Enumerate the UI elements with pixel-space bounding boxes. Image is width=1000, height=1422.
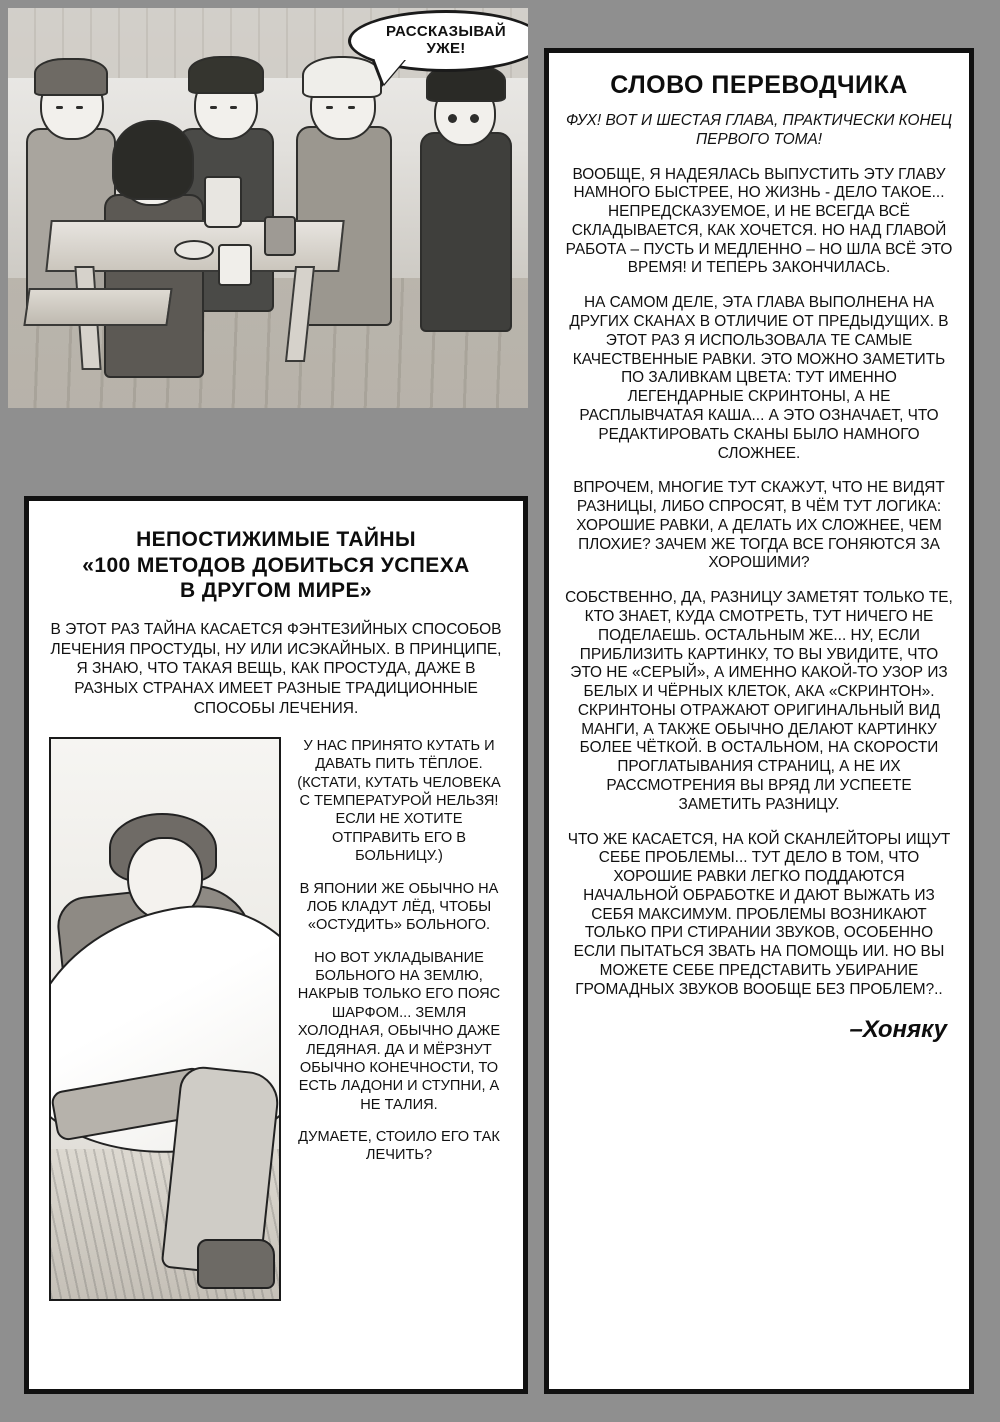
secrets-intro-text: В ЭТОТ РАЗ ТАЙНА КАСАЕТСЯ ФЭНТЕЗИЙНЫХ СПОСОБОВ ЛЕЧЕНИЯ ПРОСТУДЫ, НУ ИЛИ ИСЭКАЙНЫХ. В ПРИНЦИПЕ, Я ЗНАЮ, ЧТО ТАКАЯ ВЕЩЬ, КАК ПРОСТУДА, ДАЖЕ В РАЗНЫХ СТРАНАХ ИМЕЕТ РАЗНЫЕ ТРАДИЦИОННЫЕ СПОСОБЫ ЛЕЧЕНИЯ. [50,620,502,718]
illustration-boot [197,1239,275,1289]
eye-icon [348,106,355,109]
eye-icon [210,106,217,109]
speech-bubble-tail [374,58,406,84]
translator-note-paragraph-4: ВПРОЧЕМ, МНОГИЕ ТУТ СКАЖУТ, ЧТО НЕ ВИДЯТ РАЗНИЦЫ, ЛИБО СПРОСЯТ, В ЧЁМ ТУТ ЛОГИКА: ХОРОШИЕ РАВКИ, А ДЕЛАТЬ ИХ СЛОЖНЕЕ, ЧЕМ ПЛОХИЕ? ЗАЧЕМ ЖЕ ТОГДА ВСЕ ГОНЯЮТСЯ ЗА ХОРОШИМИ? [573,479,945,572]
character-hair-3 [112,120,194,200]
plate [174,240,214,260]
translator-note-title: СЛОВО ПЕРЕВОДЧИКА [610,71,908,99]
translator-note-paragraph-2: ВООБЩЕ, Я НАДЕЯЛАСЬ ВЫПУСТИТЬ ЭТУ ГЛАВУ НАМНОГО БЫСТРЕЕ, НО ЖИЗНЬ - ДЕЛО ТАКОЕ... НЕПРЕДСКАЗУЕМОЕ, И НЕ ВСЕГДА ВСЁ СКЛАДЫВАЕТСЯ, КАК ХОЧЕТСЯ. НО НАД ГЛАВОЙ РАБОТА – ПУСТЬ И МЕДЛЕННО – НО ШЛА ВСЁ ЭТО ВРЕМЯ! И ТЕПЕРЬ ЗАКОНЧИЛАСЬ. [565,165,953,277]
secrets-panel [24,496,528,1394]
character-body-5 [420,132,512,332]
secrets-title-line-3: В ДРУГОМ МИРЕ» [180,579,372,603]
pitcher [204,176,242,228]
translator-note-paragraph-5: СОБСТВЕННО, ДА, РАЗНИЦУ ЗАМЕТЯТ ТОЛЬКО ТЕ, КТО ЗНАЕТ, КУДА СМОТРЕТЬ, ТУТ НИЧЕГО НЕ ПОДЕЛАЕШЬ. ОСТАЛЬНЫМ ЖЕ... НУ, ЕСЛИ ПРИБЛИЗИТЬ КАРТИНКУ, ТО ВЫ УВИДИТЕ, ЧТО ЭТО НЕ «СЕРЫЙ», А ИМЕННО КАКОЙ-ТО УЗОР ИЗ БЕЛЫХ И ЧЁРНЫХ КЛЕТОК, АКА «СКРИНТОН». СКРИНТОНЫ ОТРАЖАЮТ ОРИГИНАЛЬНЫЙ ВИД МАНГИ, А ТАКЖЕ ОБЫЧНО ДЕЛАЮТ КАРТИНКУ БОЛЕЕ ЧЁТКОЙ. В ОСТАЛЬНОМ, НА СКОРОСТИ ПРОГЛАТЫВАНИЯ СТРАНИЦ, А НЕ ИХ РАССМОТРЕНИЯ ВЫ ВРЯД ЛИ УСПЕЕТЕ ЗАМЕТИТЬ РАЗНИЦУ. [565,589,953,813]
character-hair-2 [188,56,264,94]
translator-note-paragraph-6: ЧТО ЖЕ КАСАЕТСЯ, НА КОЙ СКАНЛЕЙТОРЫ ИЩУТ СЕБЕ ПРОБЛЕМЫ... ТУТ ДЕЛО В ТОМ, ЧТО ХОРОШИЕ РАВКИ ЛЕГКО ПОДДАЮТСЯ НАЧАЛЬНОЙ ОБРАБОТКЕ И ДАЮТ ВЫЖАТЬ ИЗ СЕБЯ МАКСИМУМ. ПРОБЛЕМЫ ВОЗНИКАЮТ ТОЛЬКО ПРИ СТИРАНИИ ЗВУКОВ, ОСОБЕННО ЕСЛИ ПЫТАТЬСЯ ЗВАТЬ НА ПОМОЩЬ ИИ. НО ВЫ МОЖЕТЕ СЕБЕ ПРЕДСТАВИТЬ УБИРАНИЕ ГРОМАДНЫХ ЗВУКОВ ВООБЩЕ БЕЗ ПРОБЛЕМ?.. [567,830,951,998]
secrets-paragraph-3: НО ВОТ УКЛАДЫВАНИЕ БОЛЬНОГО НА ЗЕМЛЮ, НАКРЫВ ТОЛЬКО ЕГО ПОЯС ШАРФОМ... ЗЕМЛЯ ХОЛОДНАЯ, ОБЫЧНО ДАЖЕ ЛЕДЯНАЯ. ДА И МЁРЗНУТ ОБЫЧНО КОНЕЧНОСТИ, ТО ЕСТЬ ЛАДОНИ И СТУПНИ, А НЕ ТАЛИЯ. [297,949,501,1113]
translator-signature: –Хоняку [849,1015,947,1043]
secrets-side-text [295,737,503,1301]
eye-icon [56,106,63,109]
eye-icon [470,114,479,123]
secrets-paragraph-4: ДУМАЕТЕ, СТОИЛО ЕГО ТАК ЛЕЧИТЬ? [298,1129,500,1164]
manga-illustration-sick-boy [49,737,281,1301]
bench [23,288,172,326]
character-hair-4 [302,56,382,98]
eye-icon [326,106,333,109]
translator-note-paragraph-1: ФУХ! ВОТ И ШЕСТАЯ ГЛАВА, ПРАКТИЧЕСКИ КОНЕЦ ПЕРВОГО ТОМА! [565,112,953,148]
secrets-title-line-1: НЕПОСТИЖИМЫЕ ТАЙНЫ [136,528,416,551]
secrets-paragraph-1: У НАС ПРИНЯТО КУТАТЬ И ДАВАТЬ ПИТЬ ТЁПЛОЕ. (КСТАТИ, КУТАТЬ ЧЕЛОВЕКА С ТЕМПЕРАТУРОЙ НЕЛЬЗЯ! ЕСЛИ НЕ ХОТИТЕ ОТПРАВИТЬ ЕГО В БОЛЬНИЦУ.) [297,737,501,865]
manga-panel-tavern [8,8,528,408]
translator-note-body [565,112,953,1000]
secrets-title-line-2: «100 МЕТОДОВ ДОБИТЬСЯ УСПЕХА [82,553,470,577]
speech-bubble-text: РАССКАЗЫВАЙ УЖЕ! [386,23,506,57]
mug [264,216,296,256]
eye-icon [76,106,83,109]
mug [218,244,252,286]
translator-note-panel [544,48,974,1394]
secrets-panel-title [49,527,503,604]
eye-icon [448,114,457,123]
translator-note-paragraph-3: НА САМОМ ДЕЛЕ, ЭТА ГЛАВА ВЫПОЛНЕНА НА ДРУГИХ СКАНАХ В ОТЛИЧИЕ ОТ ПРЕДЫДУЩИХ. В ЭТОТ РАЗ Я ИСПОЛЬЗОВАЛА ТЕ САМЫЕ КАЧЕСТВЕННЫЕ РАВКИ. ЭТО МОЖНО ЗАМЕТИТЬ ПО ЗАЛИВКАМ ЦВЕТА: ТУТ ИМЕННО ЛЕГЕНДАРНЫЕ СКРИНТОНЫ, А НЕ РАСПЛЫВЧАТАЯ КАША... А ЭТО ОЗНАЧАЕТ, ЧТО РЕДАКТИРОВАТЬ СКАНЫ БЫЛО НАМНОГО СЛОЖНЕЕ. [569,294,949,462]
eye-icon [230,106,237,109]
character-hair-1 [34,58,108,96]
secrets-paragraph-2: В ЯПОНИИ ЖЕ ОБЫЧНО НА ЛОБ КЛАДУТ ЛЁД, ЧТОБЫ «ОСТУДИТЬ» БОЛЬНОГО. [299,880,499,934]
